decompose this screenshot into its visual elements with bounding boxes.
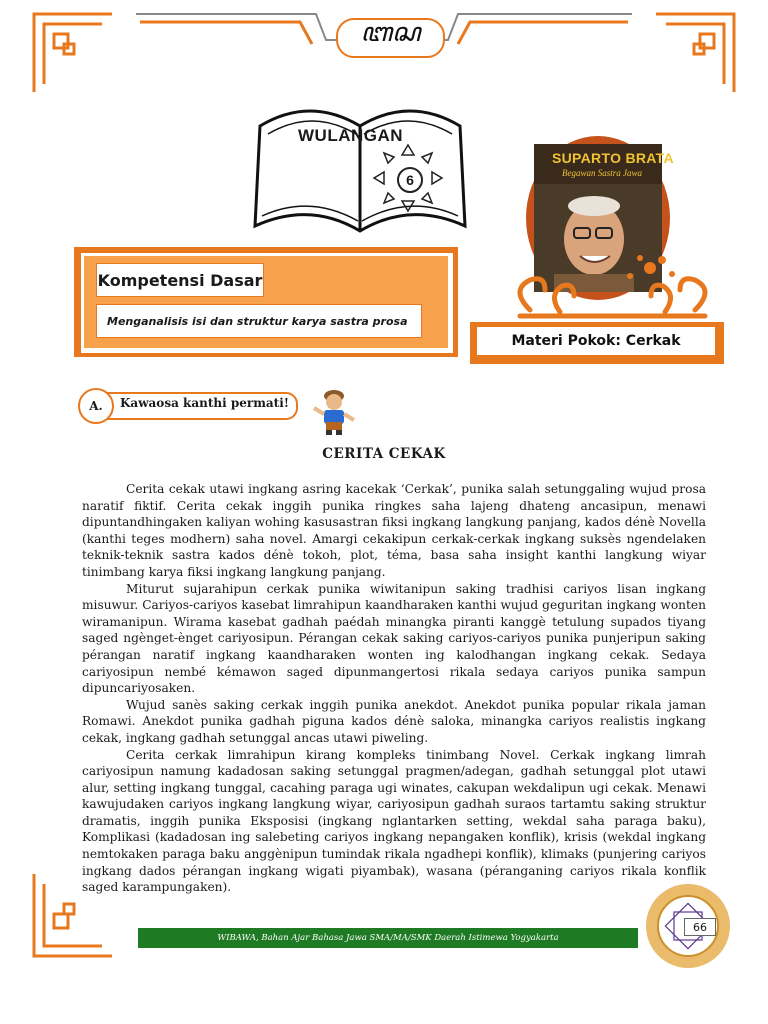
swirl-ornament <box>500 250 725 320</box>
kompetensi-text: Menganalisis isi dan struktur karya sastra prosa <box>96 304 422 338</box>
materi-pokok-label: Materi Pokok: Cerkak <box>476 326 716 356</box>
mascot-icon <box>310 386 358 436</box>
paragraph: Cerita cekak utawi ingkang asring kacekak ‘Cerkak’, punika salah setunggaling wujud prosa naratif fiktif. Cerita cekak inggih punika ringkes saha lajeng dhateng ancasipun, menawi dipuntandhingaken kaliyan wohing kasusastran fiksi ingkang langkung panjang, kados dénè Novella (kanthi teges modhern) saha novel. Amargi cekakipun cerkak-cerkak ingkang suksès ngendelaken teknik-teknik sastra kados dénè tokoh, plot, téma, basa saha insight kanthi langkung wiyar tinimbang karya fiksi ingkang langkung panjang. <box>82 482 706 579</box>
paragraph: Cerita cerkak limrahipun kirang kompleks tinimbang Novel. Cerkak ingkang limrah cariyosipun namung kadadosan saking setunggal pragmen/adegan, gadhah setunggal plot utawi alur, setting ingkang tunggal, cacahing paraga ugi winates, cakupan wekdalipun ugi cekak. Menawi kawujudaken cariyos ingkang langkung wiyar, cariyosipun gadhah suraos tartamtu saking struktur dramatis, inggih punika Eksposisi (ingkang nglantarken setting, wekdal saha paraga baku), Komplikasi (kadadosan ing salebeting cariyos ingkang nepangaken konflik), krisis (wekdal ingkang nemtokaken paraga baku anggènipun tumindak rikala ngadhepi konflik), klimaks (punjering cariyos ingkang dados pérangan ingkang wigati piyambak), wasana (péranganing cariyos rikala konflik saged karampungaken). <box>82 747 706 895</box>
paragraph: Wujud sanès saking cerkak inggih punika anekdot. Anekdot punika popular rikala jaman Romawi. Anekdot punika gadhah piguna kados dénè saloka, minangka cariyos realistis ingkang cekak, ingkang gadhah setunggal ancas utawi piweling. <box>82 697 706 745</box>
page-number: 66 <box>684 918 716 936</box>
book-author-title: SUPARTO BRATA <box>552 150 674 166</box>
kompetensi-title: Kompetensi Dasar <box>96 263 264 297</box>
paragraph: Miturut sujarahipun cerkak punika wiwitanipun saking tradhisi cariyos lisan ingkang misuwur. Cariyos-cariyos kasebat limrahipun kaandharaken kanthi wujud geguritan ingkang wonten wiramanipun. Wirama kasebat gadhah paédah minangka piranti kanggè tetulung supados tiyang saged ngènget-ènget cariyosipun. Pérangan cekak saking cariyos-cariyos punika punjeripun saking pérangan naratif ingkang kaandharaken wonten ing kalodhangan ingkang cekak. Sedaya cariyosipun nembé kémawon saged dipunmangertosi rikala sedaya cariyos punika sampun dipuncariyosaken. <box>82 581 706 696</box>
lesson-label: WULANGAN <box>298 126 404 145</box>
lesson-number: 6 <box>397 167 423 193</box>
section-a-letter: A. <box>78 388 114 424</box>
story-body <box>82 481 706 896</box>
story-title: CERITA CEKAK <box>322 446 446 462</box>
section-a-instruction: Kawaosa kanthi permati! <box>120 396 290 410</box>
footer-bar: WIBAWA, Bahan Ajar Bahasa Jawa SMA/MA/SMK Daerah Istimewa Yogyakarta <box>138 928 638 948</box>
header-javanese-title: ꦧꦱ <box>336 18 445 58</box>
book-subtitle: Begawan Sastra Jawa <box>562 168 642 178</box>
